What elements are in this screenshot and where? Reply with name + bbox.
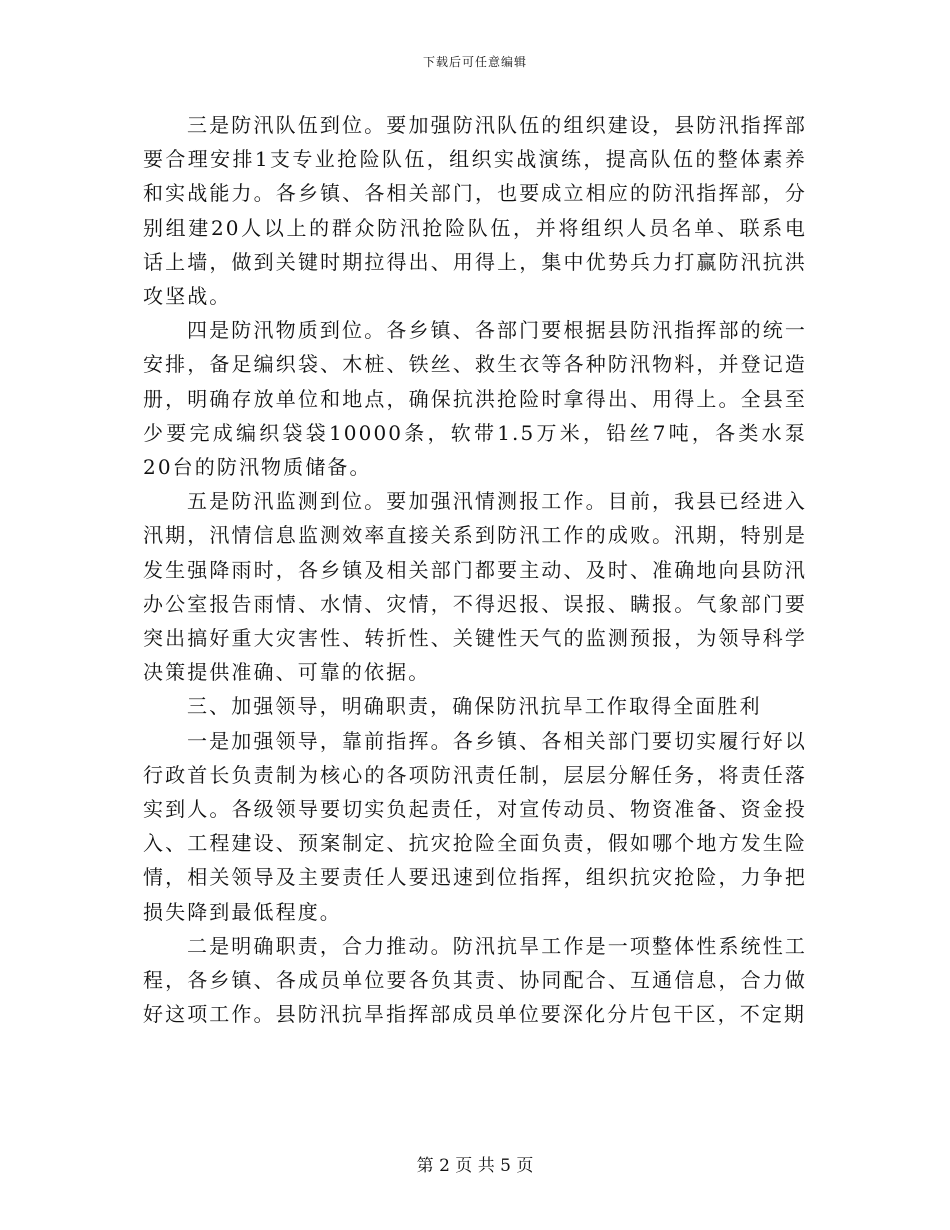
section-heading: 三、加强领导，明确职责，确保防汛抗旱工作取得全面胜利	[187, 694, 762, 719]
paragraph-monitoring: 五是防汛监测到位。要加强汛情测报工作。目前，我县已经进入汛期，汛情信息监测效率直接关系到防汛工作的成败。汛期，特别是发生强降雨时，各乡镇及相关部门都要主动、及时、准确地向县防汛办公室报告雨情、水情、灾情，不得迟报、误报、瞒报。气象部门要突出搞好重大灾害性、转折性、关键性天气的监测预报，为领导科学决策提供准确、可靠的依据。	[143, 489, 807, 685]
paragraph-materials: 四是防汛物质到位。各乡镇、各部门要根据县防汛指挥部的统一安排，备足编织袋、木桩、铁丝、救生衣等各种防汛物料，并登记造册，明确存放单位和地点，确保抗洪抢险时拿得出、用得上。全县至少要完成编织袋袋10000条，软带1.5万米，铅丝7吨，各类水泵20台的防汛物质储备。	[143, 318, 807, 480]
paragraph-responsibility: 二是明确职责，合力推动。防汛抗旱工作是一项整体性系统性工程，各乡镇、各成员单位要各负其责、协同配合、互通信息，合力做好这项工作。县防汛抗旱指挥部成员单位要深化分片包干区，不定期	[143, 933, 807, 1027]
page-header: 下载后可任意编辑	[422, 55, 527, 69]
paragraph-team: 三是防汛队伍到位。要加强防汛队伍的组织建设，县防汛指挥部要合理安排1支专业抢险队伍，组织实战演练，提高队伍的整体素养和实战能力。各乡镇、各相关部门，也要成立相应的防汛指挥部，分别组建20人以上的群众防汛抢险队伍，并将组织人员名单、联系电话上墙，做到关键时期拉得出、用得上，集中优势兵力打赢防汛抗洪攻坚战。	[143, 113, 807, 309]
page-number: 第 2 页 共 5 页	[416, 1156, 534, 1176]
document-body	[143, 108, 807, 1031]
paragraph-leadership: 一是加强领导，靠前指挥。各乡镇、各相关部门要切实履行好以行政首长负责制为核心的各项防汛责任制，层层分解任务，将责任落实到人。各级领导要切实负起责任，对宣传动员、物资准备、资金投入、工程建设、预案制定、抗灾抢险全面负责，假如哪个地方发生险情，相关领导及主要责任人要迅速到位指挥，组织抗灾抢险，力争把损失降到最低程度。	[143, 728, 807, 924]
